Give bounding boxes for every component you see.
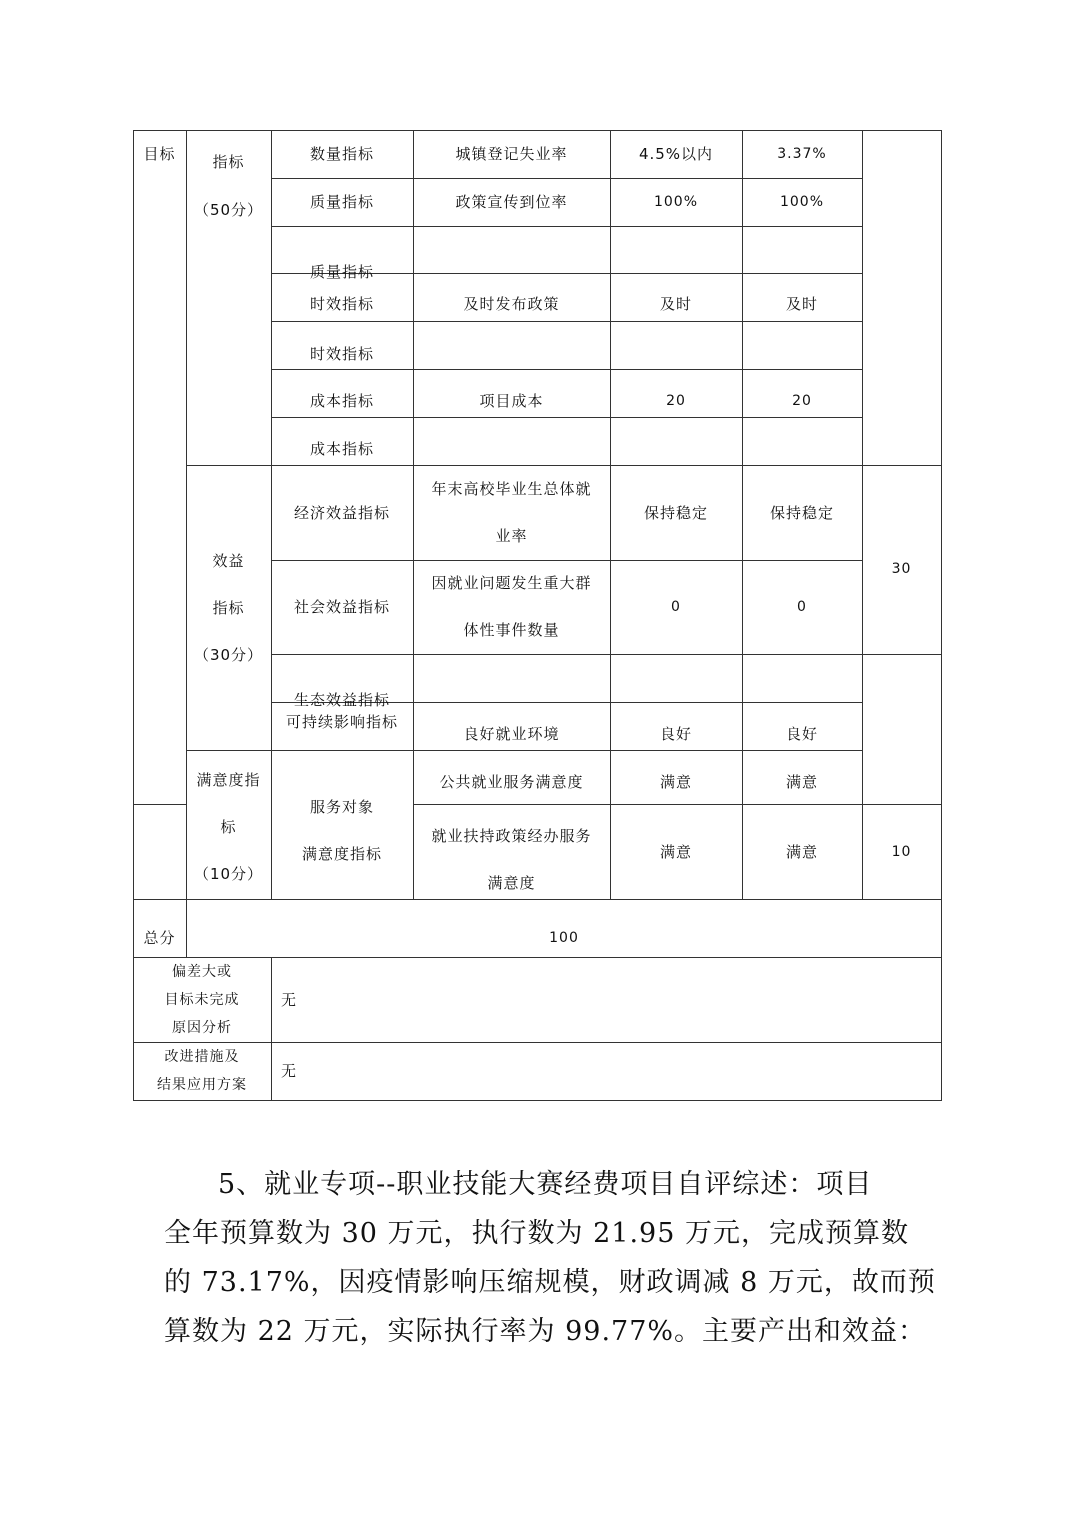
benefit-row-1-target: 0 [671, 599, 681, 615]
benefit-score: 30 [891, 561, 912, 577]
benefit-indicator-line2: 指标 [212, 598, 245, 617]
satisfaction-indicator-line1: 满意度指 [196, 770, 261, 789]
benefit-row-0-actual: 保持稳定 [769, 503, 834, 522]
improve-label-line1: 改进措施及 [164, 1049, 240, 1065]
paragraph-line: 全年预算数为 30 万元，执行数为 21.95 万元，完成预算数 [164, 1218, 909, 1249]
output-row-0-actual: 3.37% [777, 146, 827, 162]
output-row-5-category: 成本指标 [309, 392, 374, 410]
output-row-5-actual: 20 [792, 393, 812, 409]
benefit-row-1-category: 社会效益指标 [293, 598, 390, 616]
output-row-0-item: 城镇登记失业率 [455, 145, 568, 163]
benefit-row-3-target: 良好 [659, 725, 692, 743]
satisfaction-category-line1: 服务对象 [309, 798, 374, 816]
performance-table [133, 130, 942, 1101]
satisfaction-score: 10 [891, 843, 912, 860]
satisfaction-row-1-target: 满意 [659, 842, 692, 861]
satisfaction-row-0-actual: 满意 [785, 773, 818, 791]
satisfaction-indicator-label [186, 762, 271, 892]
summary-paragraph [164, 1160, 936, 1356]
benefit-indicator-line1: 效益 [212, 551, 245, 570]
benefit-row-1-actual: 0 [797, 599, 807, 615]
satisfaction-row-0-item: 公共就业服务满意度 [439, 773, 584, 791]
deviation-label-line2: 目标未完成 [164, 991, 240, 1008]
output-indicator-line2: （50分） [193, 201, 264, 219]
satisfaction-category [271, 784, 413, 878]
output-row-1-item: 政策宣传到位率 [455, 193, 568, 211]
benefit-row-0-item-line2: 业率 [495, 526, 528, 545]
output-row-5-item: 项目成本 [479, 392, 544, 410]
benefit-row-0-item [413, 465, 610, 560]
total-value: 100 [549, 930, 579, 946]
output-row-1-target: 100% [653, 194, 699, 210]
deviation-label [133, 957, 271, 1042]
benefit-row-0-target: 保持稳定 [643, 503, 708, 522]
satisfaction-row-1-item [413, 813, 610, 907]
benefit-row-1-item-line2: 体性事件数量 [463, 621, 560, 639]
paragraph-line: 的 73.17%，因疫情影响压缩规模，财政调减 8 万元，故而预 [164, 1267, 936, 1298]
benefit-row-1-item [413, 560, 610, 654]
improve-label [133, 1042, 271, 1100]
output-row-5-target: 20 [666, 393, 686, 409]
total-label: 总分 [143, 929, 176, 947]
benefit-row-3-item: 良好就业环境 [463, 725, 560, 743]
benefit-row-1-item-line1: 因就业问题发生重大群 [431, 574, 592, 592]
benefit-row-0-category: 经济效益指标 [293, 503, 390, 522]
paragraph-line: 5、就业专项--职业技能大赛经费项目自评综述：项目 [218, 1169, 873, 1200]
output-row-0-category: 数量指标 [309, 145, 374, 163]
output-row-6-category: 成本指标 [309, 440, 374, 458]
output-row-0-target: 4.5%以内 [638, 145, 714, 163]
output-row-1-actual: 100% [779, 194, 825, 210]
improve-value: 无 [281, 1062, 298, 1080]
satisfaction-row-1-actual: 满意 [785, 842, 818, 861]
paragraph-line: 算数为 22 万元，实际执行率为 99.77%。主要产出和效益： [164, 1316, 927, 1347]
satisfaction-row-1-item-line1: 就业扶持政策经办服务 [431, 827, 592, 845]
improve-label-line2: 结果应用方案 [157, 1077, 247, 1093]
goal-side-label: 目标 [143, 145, 176, 163]
deviation-value: 无 [281, 990, 298, 1009]
output-row-3-item: 及时发布政策 [463, 295, 560, 313]
output-indicator-label [186, 150, 271, 230]
benefit-indicator-line3: （30分） [193, 645, 264, 664]
deviation-label-line1: 偏差大或 [172, 963, 232, 980]
output-row-4-category: 时效指标 [309, 345, 374, 363]
output-row-3-actual: 及时 [785, 295, 818, 313]
benefit-row-2-category: 生态效益指标 [293, 691, 390, 709]
satisfaction-category-line2: 满意度指标 [301, 845, 382, 863]
output-indicator-line1: 指标 [212, 153, 245, 171]
benefit-row-3-category: 可持续影响指标 [285, 713, 398, 731]
satisfaction-indicator-line2: 标 [220, 817, 237, 836]
output-row-3-target: 及时 [659, 295, 692, 313]
output-row-2-category: 质量指标 [309, 263, 374, 281]
benefit-row-0-item-line1: 年末高校毕业生总体就 [431, 479, 592, 498]
output-row-3-category: 时效指标 [309, 295, 374, 313]
benefit-row-3-actual: 良好 [785, 725, 818, 743]
satisfaction-row-1-item-line2: 满意度 [487, 874, 536, 892]
deviation-label-line3: 原因分析 [172, 1019, 232, 1036]
benefit-indicator-label [186, 548, 271, 668]
output-row-1-category: 质量指标 [309, 193, 374, 211]
satisfaction-row-0-target: 满意 [659, 773, 692, 791]
satisfaction-indicator-line3: （10分） [193, 864, 264, 883]
